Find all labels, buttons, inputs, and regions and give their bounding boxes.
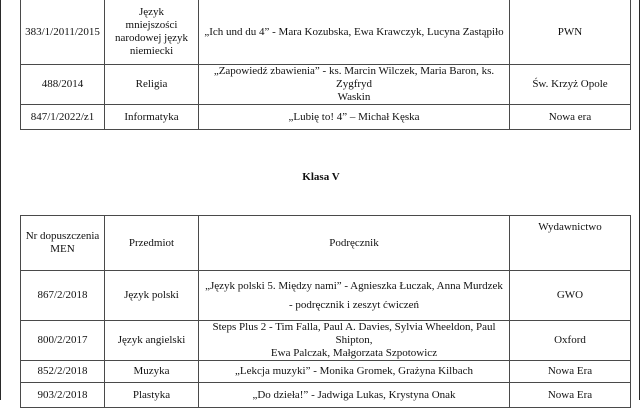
textbook-line: - podręcznik i zeszyt ćwiczeń xyxy=(288,298,420,311)
approval-number-header xyxy=(21,216,105,271)
table-row xyxy=(21,105,631,130)
section-title: Klasa V xyxy=(302,171,340,183)
table-row xyxy=(21,0,631,65)
textbook-cell xyxy=(199,65,510,105)
table-row xyxy=(21,361,631,383)
textbook-cell: „Ich und du 4” - Mara Kozubska, Ewa Krawczyk, Lucyna Zastąpiło xyxy=(199,0,510,65)
textbook-line: „Zapowiedź zbawienia” - ks. Marcin Wilczek, Maria Baron, ks. Zygfryd xyxy=(213,65,495,90)
textbook-line: Steps Plus 2 - Tim Falla, Paul A. Davies, Sylvia Wheeldon, Paul Shipton, xyxy=(212,321,496,346)
approval-number-cell: 852/2/2018 xyxy=(21,361,105,383)
publisher-cell: Św. Krzyż Opole xyxy=(510,65,631,105)
table-row xyxy=(21,65,631,105)
textbook-line: „Język polski 5. Między nami” - Agnieszka Łuczak, Anna Murdzek xyxy=(205,279,503,292)
publisher-cell: GWO xyxy=(510,271,631,321)
textbook-line: Waskin xyxy=(337,91,371,103)
approval-number-cell: 488/2014 xyxy=(21,65,105,105)
table-row xyxy=(21,271,631,321)
header-line: MEN xyxy=(50,243,75,255)
table-row xyxy=(21,321,631,361)
approval-number-cell: 383/1/2011/2015 xyxy=(21,0,105,65)
subject-header: Przedmiot xyxy=(105,216,199,271)
header-line: Nr dopuszczenia xyxy=(25,230,100,242)
textbook-table-previous-class xyxy=(20,0,631,130)
textbook-cell xyxy=(199,321,510,361)
table-row xyxy=(21,383,631,408)
textbook-header: Podręcznik xyxy=(199,216,510,271)
textbook-cell: „Lekcja muzyki” - Monika Gromek, Grażyna Kilbach xyxy=(199,361,510,383)
publisher-cell: Nowa Era xyxy=(510,361,631,383)
subject-cell: Język angielski xyxy=(105,321,199,361)
textbook-cell: „Lubię to! 4” – Michał Kęska xyxy=(199,105,510,130)
textbook-cell: „Do dzieła!” - Jadwiga Lukas, Krystyna Onak xyxy=(199,383,510,408)
subject-line: niemiecki xyxy=(129,45,174,57)
textbook-line: Ewa Palczak, Małgorzata Szpotowicz xyxy=(270,347,438,359)
approval-number-cell: 903/2/2018 xyxy=(21,383,105,408)
subject-cell xyxy=(105,0,199,65)
subject-cell: Religia xyxy=(105,65,199,105)
subject-cell: Muzyka xyxy=(105,361,199,383)
subject-cell: Plastyka xyxy=(105,383,199,408)
approval-number-cell: 867/2/2018 xyxy=(21,271,105,321)
subject-line: Język xyxy=(138,6,165,18)
table-header-row xyxy=(21,216,631,271)
subject-line: narodowej język xyxy=(115,32,188,44)
textbook-cell xyxy=(199,271,510,321)
publisher-cell: Nowa Era xyxy=(510,383,631,408)
subject-cell: Informatyka xyxy=(105,105,199,130)
approval-number-cell: 847/1/2022/z1 xyxy=(21,105,105,130)
subject-cell: Język polski xyxy=(105,271,199,321)
subject-line: mniejszości xyxy=(125,19,178,31)
publisher-cell: Nowa era xyxy=(510,105,631,130)
approval-number-cell: 800/2/2017 xyxy=(21,321,105,361)
publisher-cell: Oxford xyxy=(510,321,631,361)
publisher-header: Wydawnictwo xyxy=(510,216,631,271)
textbook-table-class-v xyxy=(20,215,631,408)
publisher-cell: PWN xyxy=(510,0,631,65)
